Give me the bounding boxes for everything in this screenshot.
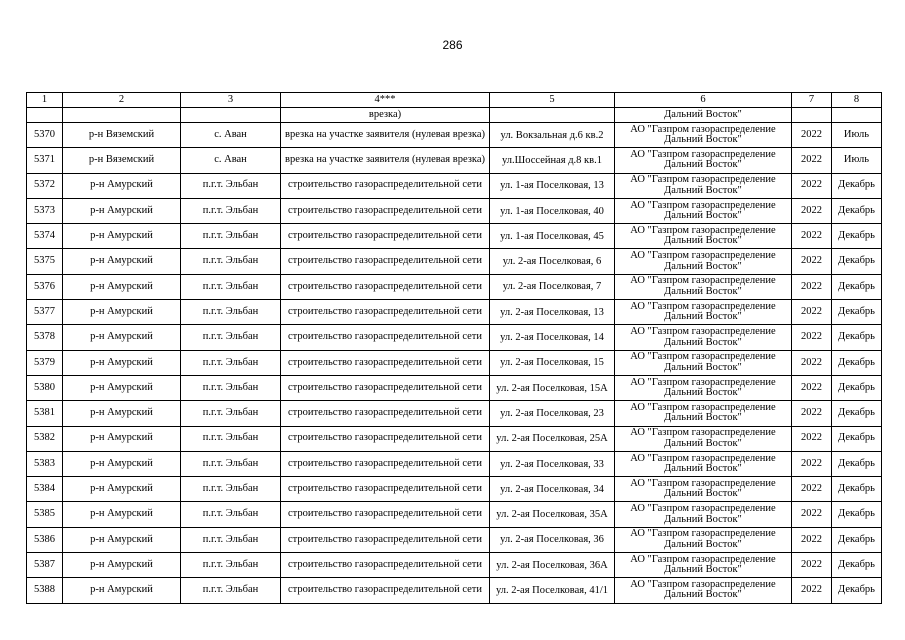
table-cell: 5386 [27, 527, 63, 552]
table-cell: строительство газораспределительной сети [281, 477, 490, 502]
table-cell: р-н Амурский [63, 451, 181, 476]
table-cell: строительство газораспределительной сети [281, 553, 490, 578]
table-cell: АО "Газпром газораспределение Дальний Восток" [615, 249, 792, 274]
table-cell: врезка) [281, 108, 490, 123]
table-cell: АО "Газпром газораспределение Дальний Восток" [615, 123, 792, 148]
table-cell: 2022 [792, 325, 832, 350]
table-cell: 2022 [792, 224, 832, 249]
table-cell: 5374 [27, 224, 63, 249]
table-cell: АО "Газпром газораспределение Дальний Восток" [615, 148, 792, 173]
table-cell: п.г.т. Эльбан [181, 527, 281, 552]
table-cell: АО "Газпром газораспределение Дальний Восток" [615, 426, 792, 451]
table-cell [181, 108, 281, 123]
table-row [27, 123, 882, 148]
table-cell: АО "Газпром газораспределение Дальний Восток" [615, 502, 792, 527]
table-cell: строительство газораспределительной сети [281, 451, 490, 476]
table-cell: р-н Амурский [63, 375, 181, 400]
table-cell: строительство газораспределительной сети [281, 249, 490, 274]
table-cell: п.г.т. Эльбан [181, 249, 281, 274]
table-cell: Декабрь [832, 401, 882, 426]
table-cell: ул. 2-ая Поселковая, 7 [490, 274, 615, 299]
table-cell: 2022 [792, 198, 832, 223]
table-cell: АО "Газпром газораспределение Дальний Восток" [615, 198, 792, 223]
table-cell: 2022 [792, 477, 832, 502]
table-cell: ул.Шоссейная д.8 кв.1 [490, 148, 615, 173]
table-cell: строительство газораспределительной сети [281, 401, 490, 426]
table-cell: ул. 2-ая Поселковая, 23 [490, 401, 615, 426]
table-cell: 2022 [792, 249, 832, 274]
header-cell: 5 [490, 93, 615, 108]
table-cell: п.г.т. Эльбан [181, 350, 281, 375]
table-cell: 2022 [792, 300, 832, 325]
table-cell: строительство газораспределительной сети [281, 300, 490, 325]
table-cell: р-н Амурский [63, 502, 181, 527]
table-cell: АО "Газпром газораспределение Дальний Восток" [615, 300, 792, 325]
table-row [27, 300, 882, 325]
table-cell: АО "Газпром газораспределение Дальний Восток" [615, 477, 792, 502]
table-cell: АО "Газпром газораспределение Дальний Восток" [615, 173, 792, 198]
table-cell [792, 108, 832, 123]
table-cell: АО "Газпром газораспределение Дальний Восток" [615, 401, 792, 426]
table-cell: р-н Амурский [63, 578, 181, 603]
table-row [27, 553, 882, 578]
table-cell: строительство газораспределительной сети [281, 350, 490, 375]
table-cell: строительство газораспределительной сети [281, 325, 490, 350]
table-cell: р-н Амурский [63, 350, 181, 375]
table-cell: р-н Амурский [63, 325, 181, 350]
table-cell: р-н Амурский [63, 198, 181, 223]
table-cell: Декабрь [832, 300, 882, 325]
table-cell: АО "Газпром газораспределение Дальний Восток" [615, 451, 792, 476]
table-cell: п.г.т. Эльбан [181, 477, 281, 502]
table-cell: р-н Амурский [63, 274, 181, 299]
table-cell: р-н Вяземский [63, 123, 181, 148]
table-cell: Декабрь [832, 375, 882, 400]
table-cell: Декабрь [832, 502, 882, 527]
table-row [27, 477, 882, 502]
table-cell: Декабрь [832, 578, 882, 603]
table-cell: п.г.т. Эльбан [181, 198, 281, 223]
table-cell: 5375 [27, 249, 63, 274]
table-cell: ул. 1-ая Поселковая, 45 [490, 224, 615, 249]
table-cell: р-н Вяземский [63, 148, 181, 173]
table-cell: 2022 [792, 173, 832, 198]
table-cell: р-н Амурский [63, 300, 181, 325]
table-cell: р-н Амурский [63, 249, 181, 274]
table-cell: р-н Амурский [63, 426, 181, 451]
table-cell: ул. 2-ая Поселковая, 6 [490, 249, 615, 274]
table-cell: 5378 [27, 325, 63, 350]
table-cell: ул. 2-ая Поселковая, 25А [490, 426, 615, 451]
table-cell: АО "Газпром газораспределение Дальний Восток" [615, 527, 792, 552]
table-cell: ул. 2-ая Поселковая, 34 [490, 477, 615, 502]
table-cell: ул. Вокзальная д.6 кв.2 [490, 123, 615, 148]
table-cell: 2022 [792, 553, 832, 578]
table-cell: 2022 [792, 578, 832, 603]
table-cell: р-н Амурский [63, 224, 181, 249]
header-cell: 8 [832, 93, 882, 108]
table-cell: п.г.т. Эльбан [181, 553, 281, 578]
table-cell: строительство газораспределительной сети [281, 173, 490, 198]
table-row [27, 451, 882, 476]
table-cell: Декабрь [832, 350, 882, 375]
table-cell: Декабрь [832, 553, 882, 578]
table-cell: 5388 [27, 578, 63, 603]
table-cell: 5370 [27, 123, 63, 148]
table-cell: Декабрь [832, 274, 882, 299]
table-cell: п.г.т. Эльбан [181, 300, 281, 325]
table-cell: п.г.т. Эльбан [181, 502, 281, 527]
table-cell: 5384 [27, 477, 63, 502]
table-row [27, 249, 882, 274]
table-cell: 2022 [792, 426, 832, 451]
table-cell: врезка на участке заявителя (нулевая врезка) [281, 148, 490, 173]
table-row [27, 502, 882, 527]
table-cell: р-н Амурский [63, 527, 181, 552]
table-cell: п.г.т. Эльбан [181, 401, 281, 426]
data-table [26, 92, 882, 604]
table-cell: 2022 [792, 451, 832, 476]
table-cell: 2022 [792, 350, 832, 375]
table-cell: строительство газораспределительной сети [281, 274, 490, 299]
header-cell: 4*** [281, 93, 490, 108]
table-cell: строительство газораспределительной сети [281, 224, 490, 249]
table-row [27, 274, 882, 299]
table-cell: с. Аван [181, 148, 281, 173]
table-cell: 5379 [27, 350, 63, 375]
table-cell [832, 108, 882, 123]
table-cell: 5371 [27, 148, 63, 173]
table-row [27, 375, 882, 400]
table-cell: 2022 [792, 274, 832, 299]
table-cell: п.г.т. Эльбан [181, 173, 281, 198]
table-cell: Декабрь [832, 249, 882, 274]
table-cell: 5385 [27, 502, 63, 527]
header-row [27, 93, 882, 108]
header-cell: 7 [792, 93, 832, 108]
table-cell: р-н Амурский [63, 477, 181, 502]
table-cell: р-н Амурский [63, 401, 181, 426]
table-cell: ул. 2-ая Поселковая, 41/1 [490, 578, 615, 603]
table-row [27, 224, 882, 249]
table-cell: ул. 2-ая Поселковая, 15А [490, 375, 615, 400]
table-cell [490, 108, 615, 123]
table-cell: Дальний Восток" [615, 108, 792, 123]
table-cell: АО "Газпром газораспределение Дальний Восток" [615, 325, 792, 350]
table-cell: 5382 [27, 426, 63, 451]
header-cell: 2 [63, 93, 181, 108]
table-cell: строительство газораспределительной сети [281, 375, 490, 400]
table-cell: 2022 [792, 375, 832, 400]
table-cell: Декабрь [832, 451, 882, 476]
table-cell: 5387 [27, 553, 63, 578]
table-row [27, 426, 882, 451]
table-row [27, 401, 882, 426]
header-cell: 1 [27, 93, 63, 108]
table-cell: р-н Амурский [63, 173, 181, 198]
table-cell: п.г.т. Эльбан [181, 274, 281, 299]
table-row [27, 350, 882, 375]
table-cell: 2022 [792, 123, 832, 148]
table-cell: п.г.т. Эльбан [181, 325, 281, 350]
table-cell: ул. 2-ая Поселковая, 33 [490, 451, 615, 476]
table-cell: АО "Газпром газораспределение Дальний Восток" [615, 375, 792, 400]
table-cell: 2022 [792, 401, 832, 426]
table-cell: ул. 2-ая Поселковая, 36А [490, 553, 615, 578]
table-cell: АО "Газпром газораспределение Дальний Восток" [615, 578, 792, 603]
table-cell: Декабрь [832, 173, 882, 198]
table-cell: ул. 2-ая Поселковая, 36 [490, 527, 615, 552]
table-row [27, 325, 882, 350]
table-row [27, 173, 882, 198]
table-cell: 5383 [27, 451, 63, 476]
table-cell: Июль [832, 148, 882, 173]
table-cell: 5372 [27, 173, 63, 198]
table-cell: Декабрь [832, 477, 882, 502]
table-cell: 5373 [27, 198, 63, 223]
table-cell: Декабрь [832, 426, 882, 451]
table-cell: АО "Газпром газораспределение Дальний Восток" [615, 274, 792, 299]
table-cell: строительство газораспределительной сети [281, 502, 490, 527]
table-cell: АО "Газпром газораспределение Дальний Восток" [615, 224, 792, 249]
table-row [27, 578, 882, 603]
table-cell: 2022 [792, 502, 832, 527]
table-cell: врезка на участке заявителя (нулевая врезка) [281, 123, 490, 148]
table-cell: строительство газораспределительной сети [281, 198, 490, 223]
table-cell: п.г.т. Эльбан [181, 224, 281, 249]
table-cell: Декабрь [832, 325, 882, 350]
table-cell: ул. 2-ая Поселковая, 14 [490, 325, 615, 350]
table-cell: строительство газораспределительной сети [281, 527, 490, 552]
table-row [27, 148, 882, 173]
table-cell: АО "Газпром газораспределение Дальний Восток" [615, 350, 792, 375]
table-cell: р-н Амурский [63, 553, 181, 578]
table-cell: Декабрь [832, 527, 882, 552]
table-cell: строительство газораспределительной сети [281, 426, 490, 451]
table-cell: ул. 2-ая Поселковая, 35А [490, 502, 615, 527]
table-cell: 2022 [792, 527, 832, 552]
table-cell: Июль [832, 123, 882, 148]
table-cell: п.г.т. Эльбан [181, 375, 281, 400]
table-cell: ул. 2-ая Поселковая, 13 [490, 300, 615, 325]
table-row [27, 527, 882, 552]
table-cell: п.г.т. Эльбан [181, 578, 281, 603]
header-cell: 3 [181, 93, 281, 108]
page-number: 286 [442, 38, 463, 52]
table-cell: Декабрь [832, 198, 882, 223]
table-cell: п.г.т. Эльбан [181, 426, 281, 451]
table-cell: ул. 1-ая Поселковая, 13 [490, 173, 615, 198]
table-cell: АО "Газпром газораспределение Дальний Восток" [615, 553, 792, 578]
table-row [27, 198, 882, 223]
table-cell [27, 108, 63, 123]
table-cell: 5380 [27, 375, 63, 400]
table-cell: Декабрь [832, 224, 882, 249]
table-cell: 5377 [27, 300, 63, 325]
table-cell: 2022 [792, 148, 832, 173]
table-cell: 5376 [27, 274, 63, 299]
table-cell: строительство газораспределительной сети [281, 578, 490, 603]
table-cell: ул. 2-ая Поселковая, 15 [490, 350, 615, 375]
header-cell: 6 [615, 93, 792, 108]
table-cell: с. Аван [181, 123, 281, 148]
table-cell [63, 108, 181, 123]
table-cell: ул. 1-ая Поселковая, 40 [490, 198, 615, 223]
table-cell: п.г.т. Эльбан [181, 451, 281, 476]
continuation-row [27, 108, 882, 123]
table-cell: 5381 [27, 401, 63, 426]
